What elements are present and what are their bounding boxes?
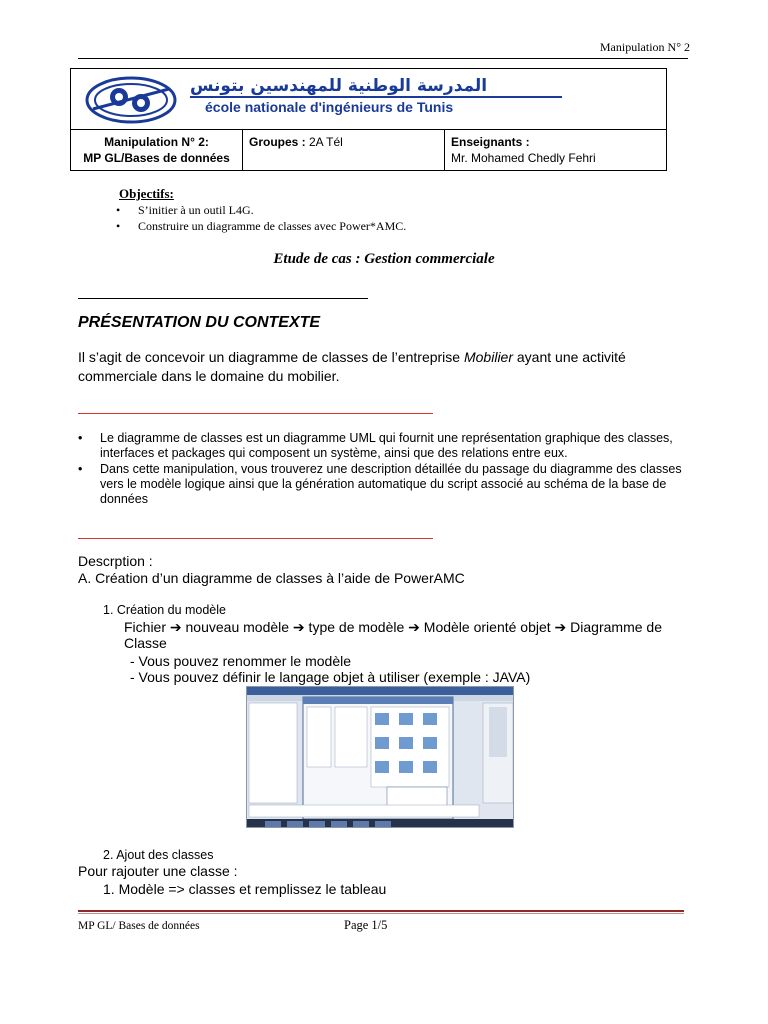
section-title: PRÉSENTATION DU CONTEXTE (78, 314, 321, 331)
enseignants-label: Enseignants : (451, 135, 530, 149)
step1-path: Fichier ➔ nouveau modèle ➔ type de modèle ➔ Modèle orienté objet ➔ Diagramme de Classe (124, 619, 662, 651)
section-separator (78, 298, 368, 299)
case-study-title: Etude de cas : Gestion commerciale (273, 251, 495, 267)
objectifs-title: Objectifs: (119, 186, 174, 201)
manip-number: Manipulation N° 2: (104, 135, 209, 149)
manip-cell (71, 134, 242, 166)
step2-intro: Pour rajouter une classe : (78, 863, 238, 879)
poweramc-screenshot (246, 686, 514, 828)
footer-rule (78, 910, 684, 912)
enseignants-value: Mr. Mohamed Chedly Fehri (451, 151, 596, 165)
red-rule-bottom (78, 538, 433, 539)
objectifs-list (116, 202, 406, 234)
groupes-label: Groupes : (249, 135, 306, 149)
bullet-item: • Dans cette manipulation, vous trouverez une description détaillée du passage du diagramme des classes vers le modèle logique ainsi que la génération automatique du script associé au schéma de la base de données (78, 462, 698, 507)
description-block (78, 553, 465, 587)
header-title: Manipulation N° 2 (599, 40, 690, 54)
footer-course: MP GL/ Bases de données (78, 920, 200, 932)
enit-logo-icon (85, 75, 177, 125)
red-rule-top (78, 413, 433, 414)
school-name-french: école nationale d'ingénieurs de Tunis (205, 99, 454, 115)
bullet-item: • Le diagramme de classes est un diagramme UML qui fournit une représentation graphique des classes, interfaces et packages qui composent un système, ainsi que des relations entre eux. (78, 431, 698, 461)
context-bullets (78, 431, 698, 508)
objectif-item: • S’initier à un outil L4G. (116, 202, 406, 218)
step2-title: 2. Ajout des classes (103, 848, 214, 862)
intro-paragraph: Il s’agit de concevoir un diagramme de classes de l’entreprise Mobilier ayant une activité commerciale dans le domaine du mobilier. (78, 349, 626, 384)
description-label: Descrption : (78, 553, 153, 569)
step2-item1: 1. Modèle => classes et remplissez le tableau (103, 881, 387, 897)
course-name: MP GL/Bases de données (83, 151, 230, 165)
company-name: Mobilier (463, 349, 513, 365)
info-row (71, 129, 666, 170)
enseignants-cell (451, 134, 596, 166)
header-rule (78, 58, 688, 59)
school-name-arabic: المدرسة الوطنية للمهندسين بتونس (190, 76, 488, 96)
logo-rule (190, 96, 562, 98)
part-a-title: A. Création d’un diagramme de classes à l’aide de PowerAMC (78, 570, 465, 586)
footer-rule-light (78, 913, 684, 914)
screenshot-image-icon (247, 687, 514, 828)
objectif-item: • Construire un diagramme de classes avec Power*AMC. (116, 218, 406, 234)
groupes-cell (249, 134, 343, 150)
step1-title: 1. Création du modèle (103, 603, 226, 617)
groupes-value: 2A Tél (305, 135, 343, 149)
page-number: Page 1/5 (344, 918, 388, 932)
step1-dash1: - Vous pouvez renommer le modèle (130, 653, 351, 669)
step1-dash2: - Vous pouvez définir le langage objet à utiliser (exemple : JAVA) (130, 669, 531, 685)
